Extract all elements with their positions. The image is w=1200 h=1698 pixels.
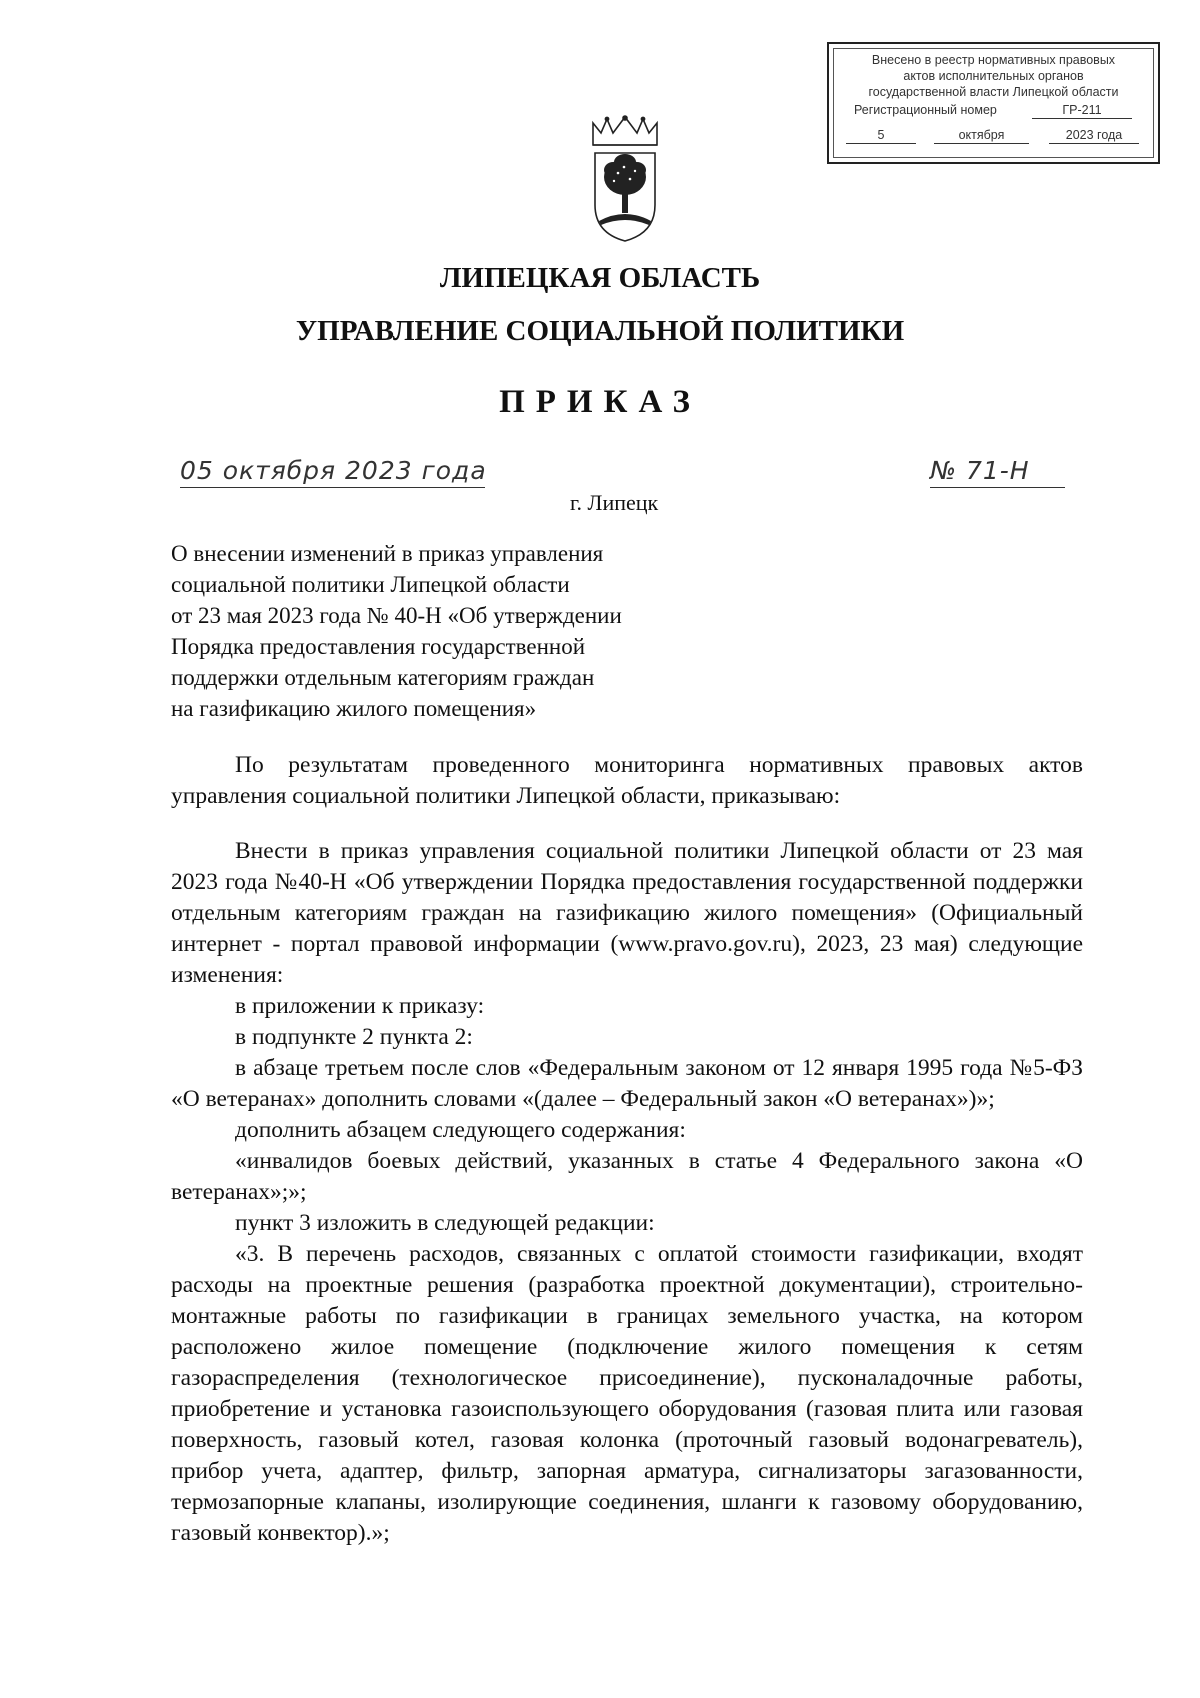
subject-line: Порядка предоставления государственной bbox=[171, 634, 586, 659]
body-paragraph: «инвалидов боевых действий, указанных в статье 4 Федерального закона «О ветеранах»;»; bbox=[171, 1148, 1083, 1205]
department-title: УПРАВЛЕНИЕ СОЦИАЛЬНОЙ ПОЛИТИКИ bbox=[295, 315, 905, 347]
body-paragraph: «3. В перечень расходов, связанных с оплатой стоимости газификации, входят расходы на проектные решения (разработка проектной документации), строительно-монтажные работы по газификации в границах земельного участка, на котором расположено жилое помещение (подключение жилого помещения к сетям газораспределения (технологическое присоединение), пусконаладочные работы, приобретение и установка газоиспользующего оборудования (газовая плита или газовая поверхность, газовый котел, газовая колонка (проточный газовый водонагреватель), прибор учета, адаптер, фильтр, запорная арматура, сигнализаторы загазованности, термозапорные клапаны, изолирующие соединения, шланги к газовому оборудованию, газовый конвектор).»; bbox=[171, 1241, 1083, 1546]
order-body bbox=[171, 750, 1083, 1549]
stamp-line-1: Внесено в реестр нормативных правовых bbox=[871, 53, 1116, 67]
body-paragraph: дополнить абзацем следующего содержания: bbox=[235, 1117, 686, 1143]
region-title: ЛИПЕЦКАЯ ОБЛАСТЬ bbox=[439, 262, 761, 294]
stamp-day: 5 bbox=[846, 127, 916, 144]
handwritten-date: 05 октября 2023 года bbox=[180, 456, 485, 488]
order-subject bbox=[171, 538, 731, 724]
stamp-reg-label: Регистрационный номер bbox=[854, 103, 997, 117]
handwritten-number: № 71-Н bbox=[930, 456, 1065, 488]
body-paragraph: в подпункте 2 пункта 2: bbox=[235, 1024, 473, 1050]
registry-stamp-frame bbox=[833, 48, 1154, 158]
stamp-year: 2023 года bbox=[1049, 127, 1139, 144]
lipetsk-coat-of-arms-icon bbox=[585, 115, 665, 245]
body-paragraph-preamble: По результатам проведенного мониторинга нормативных правовых актов управления социальной политики Липецкой области, приказываю: bbox=[171, 752, 1083, 809]
stamp-reg-number: ГР-211 bbox=[1032, 102, 1132, 119]
subject-line: на газификацию жилого помещения» bbox=[171, 696, 537, 721]
registry-stamp bbox=[827, 42, 1160, 164]
document-type-title: ПРИКАЗ bbox=[499, 384, 701, 420]
stamp-month: октября bbox=[934, 127, 1029, 144]
stamp-line-2: актов исполнительных органов bbox=[903, 69, 1084, 83]
body-paragraph: пункт 3 изложить в следующей редакции: bbox=[235, 1210, 655, 1236]
body-paragraph: в абзаце третьем после слов «Федеральным законом от 12 января 1995 года №5-ФЗ «О ветеранах» дополнить словами «(далее – Федеральный закон «О ветеранах»)»; bbox=[171, 1055, 1083, 1112]
subject-line: поддержки отдельным категориям граждан bbox=[171, 665, 595, 690]
city-label: г. Липецк bbox=[570, 490, 659, 515]
body-paragraph: Внести в приказ управления социальной политики Липецкой области от 23 мая 2023 года №40-Н «Об утверждении Порядка предоставления государственной поддержки отдельным категориям граждан на газификацию жилого помещения» (Официальный интернет - портал правовой информации (www.pravo.gov.ru), 2023, 23 мая) следующие изменения: bbox=[171, 838, 1083, 988]
subject-line: социальной политики Липецкой области bbox=[171, 572, 570, 597]
subject-line: О внесении изменений в приказ управления bbox=[171, 541, 604, 566]
stamp-line-3: государственной власти Липецкой области bbox=[868, 85, 1119, 99]
subject-line: от 23 мая 2023 года № 40-Н «Об утверждении bbox=[171, 603, 622, 628]
body-paragraph: в приложении к приказу: bbox=[235, 993, 485, 1019]
